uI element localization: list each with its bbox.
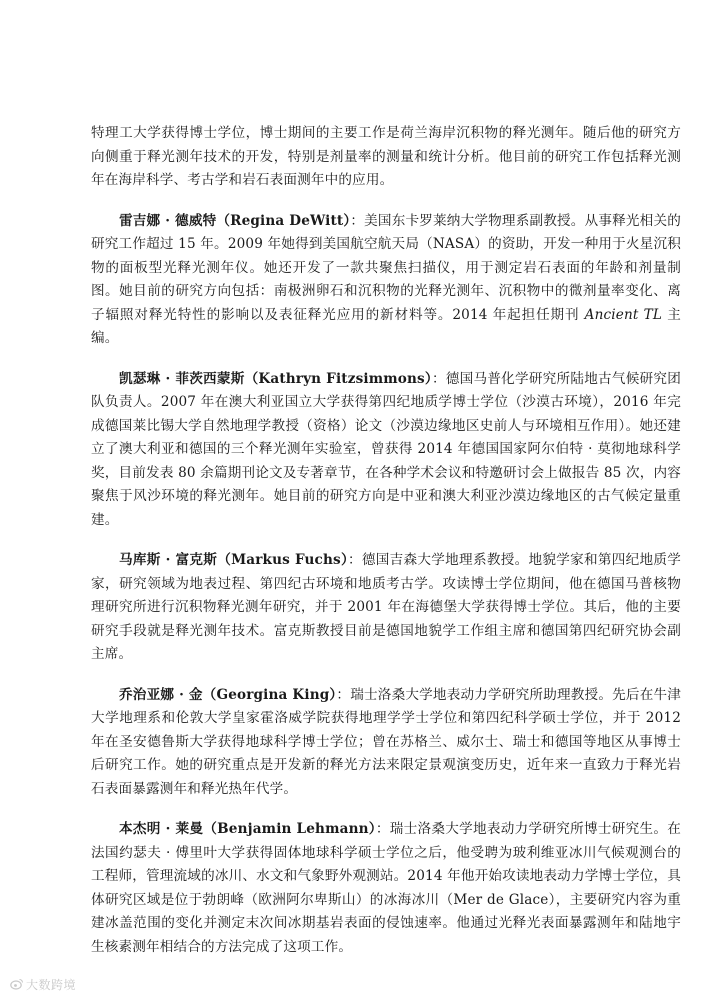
bio-paragraph-dewitt xyxy=(91,210,681,351)
bio-name: 乔治亚娜 · 金（Georgina King） xyxy=(119,686,337,703)
bio-paragraph-lehmann xyxy=(91,818,681,959)
bio-paragraph-king xyxy=(91,684,681,802)
bio-text: ：美国东卡罗莱纳大学物理系副教授。从事释光相关的研究工作超过 15 年。2009 年她得到美国航空航天局（NASA）的资助，开发一种用于火星沉积物的面板型光释光测年仪。她还开发了一款共聚焦扫描仪，用于测定岩石表面的年龄和剂量制图。她目前的研究方向包括：南极洲卵石和沉积物的光释光测年、沉积物中的微剂量率变化、离子辐照对释光特性的影响以及表征释光应用的新材料等。2014 年起担任期刊 xyxy=(91,212,681,323)
bio-text: ：德国吉森大学地理系教授。地貌学家和第四纪地质学家，研究领域为地表过程、第四纪古环境和地质考古学。攻读博士学位期间，他在德国马普核物理研究所进行沉积物释光测年研究，并于 2001 年在海德堡大学获得博士学位。其后，他的主要研究手段就是释光测年技术。富克斯教授目前是德国地貌学工作组主席和德国第四纪研究协会副主席。 xyxy=(91,552,681,662)
watermark-text: 大数跨境 xyxy=(26,978,77,992)
bio-name: 马库斯 · 富克斯（Markus Fuchs） xyxy=(119,552,349,568)
bio-text: ：德国马普化学研究所陆地古气候研究团队负责人。2007 年在澳大利亚国立大学获得第四纪地质学博士学位（沙漠古环境），2016 年完成德国莱比锡大学自然地理学教授（资格）论文（沙漠边缘地区史前人与环境相互作用）。她还建立了澳大利亚和德国的三个释光测年实验室，曾获得 2014 年德国国家阿尔伯特 · 莫彻地球科学奖，目前发表 80 余篇期刊论文及专著章节，在各种学术会议和特邀研讨会上做报告 85 次，内容聚焦于风沙环境的释光测年。她目前的研究方向是中亚和澳大利亚沙漠边缘地区的古气候定量重建。 xyxy=(91,370,681,528)
bio-text: ：瑞士洛桑大学地表动力学研究所助理教授。先后在牛津大学地理系和伦敦大学皇家霍洛威学院获得地理学学士学位和第四纪科学硕士学位，并于 2012 年在圣安德鲁斯大学获得地球科学博士学位；曾在苏格兰、威尔士、瑞士和德国等地区从事博士后研究工作。她的研究重点是开发新的释光方法来限定景观演变历史，近年来一直致力于释光岩石表面暴露测年和释光热年代学。 xyxy=(91,686,682,797)
intro-paragraph: 特理工大学获得博士学位，博士期间的主要工作是荷兰海岸沉积物的释光测年。随后他的研究方向侧重于释光测年技术的开发，特别是剂量率的测量和统计分析。他目前的研究工作包括释光测年在海岸科学、考古学和岩石表面测年中的应用。 xyxy=(91,125,681,188)
bio-name: 凯瑟琳 · 菲茨西蒙斯（Kathryn Fitzsimmons） xyxy=(119,370,432,387)
watermark xyxy=(10,975,130,995)
bio-name: 本杰明 · 莱曼（Benjamin Lehmann） xyxy=(119,821,376,837)
weibo-like-logo-icon xyxy=(10,977,24,991)
document-body xyxy=(91,122,681,976)
bio-text: ：瑞士洛桑大学地表动力学研究所博士研究生。在法国约瑟夫 · 傅里叶大学获得固体地球科学硕士学位之后，他受聘为玻利维亚冰川气候观测台的工程师，管理流域的冰川、水文和气象野外观测站。2014 年他开始攻读地表动力学博士学位，具体研究区域是位于勃朗峰（欧洲阿尔卑斯山）的冰海冰川（Mer de Glace），主要研究内容为重建冰盖范围的变化并测定末次间冰期基岩表面的侵蚀速率。他通过光释光表面暴露测年和陆地宇生核素测年相结合的方法完成了这项工作。 xyxy=(91,821,681,955)
journal-title: Ancient TL xyxy=(584,306,663,323)
bio-text-end: 主编。 xyxy=(91,306,681,346)
bio-paragraph-fuchs xyxy=(91,549,681,667)
bio-name: 雷吉娜 · 德威特（Regina DeWitt） xyxy=(119,212,351,229)
bio-paragraph-fitzsimmons xyxy=(91,368,681,533)
